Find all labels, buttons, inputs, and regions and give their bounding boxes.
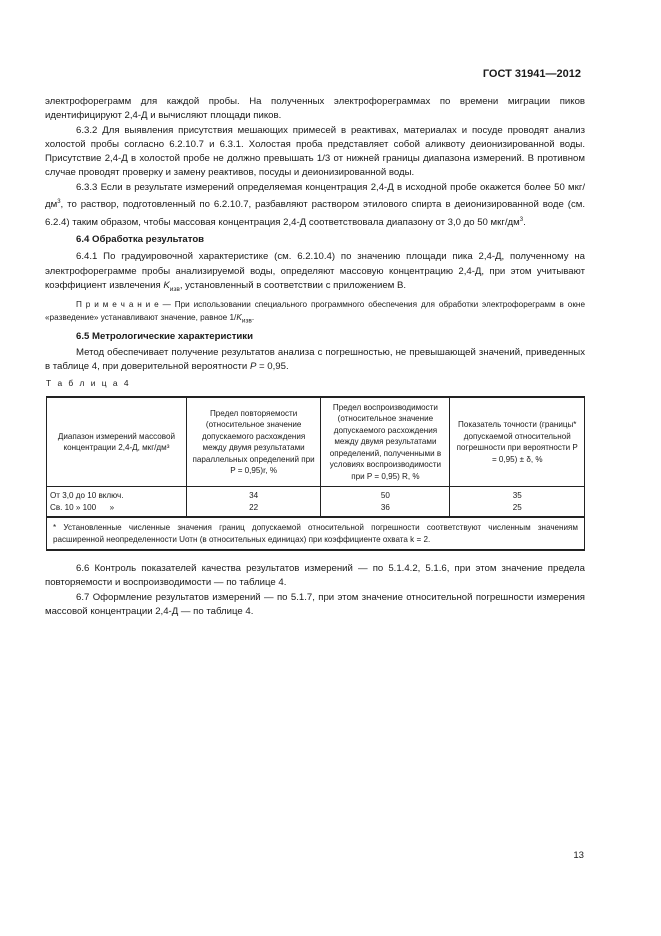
- table-cell: От 3,0 до 10 включ.: [47, 487, 187, 502]
- paragraph-6-3-3: [45, 181, 585, 230]
- paragraph-6-3-2: 6.3.2 Для выявления присутствия мешающих примесей в реактивах, материалах и посуде проводят анализ холостой пробы согласно 6.2.10.7 и 6.3.1. Холостая проба представляет собой аликвоту деионизированной воды. Присутствие 2,4-Д в холостой пробе не должно превышать 1/3 от нижней границы диапазона измерений. В противном случае проводят проверку и замену реактивов, посуды и деионизированной воды.: [45, 124, 585, 179]
- table-cell: 34: [186, 487, 321, 502]
- note: [45, 299, 585, 328]
- symbol-p: P: [249, 361, 257, 373]
- table-row: [47, 502, 585, 518]
- symbol-k: K: [163, 279, 170, 291]
- subscript: изв: [169, 285, 180, 293]
- p641-text-b: , установленный в соответствии с приложением В.: [179, 279, 407, 291]
- paragraph-continuation: электрофореграмм для каждой пробы. На полученных электрофореграммах по времени миграции пиков идентифицируют 2,4-Д и вычисляют площади пиков.: [45, 96, 585, 122]
- paragraph-6-4-1: [45, 250, 585, 297]
- table-cell: 50: [321, 487, 450, 502]
- page-number: 13: [573, 850, 584, 861]
- table-caption: Т а б л и ц а 4: [46, 378, 131, 388]
- table-footnote-row: [47, 517, 585, 550]
- table-header-cell: Предел воспроизводимости (относительное значение допускаемого расхождения между двумя результатами определений, полученными в условиях воспроизводимости при P = 0,95) R, %: [321, 397, 450, 487]
- table-cell: Св. 10 » 100 »: [47, 502, 187, 518]
- table-cell: 36: [321, 502, 450, 518]
- heading-6-4: 6.4 Обработка результатов: [76, 234, 205, 246]
- p633-text-a: 6.3.3 Если в результате измерений определяемая концентрация 2,4-Д в исходной пробе окажется более 50 мкг/дм: [45, 181, 585, 211]
- p633-text-c: .: [523, 216, 526, 228]
- table-header-cell: Предел повторяемости (относительное значение допускаемого расхождения между двумя результатами параллельных определений при P = 0,95)r, %: [186, 397, 321, 487]
- p641-text-a: 6.4.1 По градуировочной характеристике (см. 6.2.10.4) по значению площади пика 2,4-Д, полученному на электрофореграмме пробы анализируемой воды, определяют массовую концентрацию 2,4-Д, при этом учитывают коэффициент извлечения: [45, 251, 585, 291]
- p633-text-b: , то раствор, подготовленный по 6.2.10.7, разбавляют раствором этилового спирта в деионизированной воде (см. 6.2.4) таким образом, чтобы массовая концентрация 2,4-Д соответствовала диапазону от 3,0 до 50 мкг/дм: [45, 199, 585, 228]
- table-header-row: [47, 397, 585, 487]
- table-cell: 25: [450, 502, 585, 518]
- table-footnote: * Установленные численные значения границ допускаемой относительной погрешности соответствуют численным значениям расширенной неопределенности Uотн (в относительных единицах) при коэффициенте охвата k = 2.: [47, 517, 585, 550]
- paragraph-6-6: 6.6 Контроль показателей качества результатов измерений — по 5.1.4.2, 5.1.6, при этом значение предела повторяемости и воспроизводимости — по таблице 4.: [45, 563, 585, 589]
- symbol-k: K: [236, 312, 242, 322]
- table-header-cell: Показатель точности (границы* допускаемой относительной погрешности при вероятности P = 0,95) ± δ, %: [450, 397, 585, 487]
- upper-text-block: [45, 95, 585, 375]
- table-header-cell: Диапазон измерений массовой концентрации 2,4-Д, мкг/дм³: [47, 397, 187, 487]
- p65-text-b: = 0,95.: [256, 361, 289, 373]
- superscript: 3: [519, 216, 524, 223]
- heading-6-5: 6.5 Метрологические характеристики: [76, 330, 254, 342]
- note-text: — При использовании специального программного обеспечения для обработки электрофореграмм в окне «разведение» устанавливают значение, равное 1/: [45, 300, 585, 322]
- p65-text-a: Метод обеспечивает получение результатов анализа с погрешностью, не превышающей значений, приведенных в таблице 4, при доверительной вероятности: [45, 347, 585, 373]
- paragraph-6-7: 6.7 Оформление результатов измерений — по 5.1.7, при этом значение относительной погрешности измерения массовой концентрации 2,4-Д — по таблице 4.: [45, 591, 585, 617]
- lower-text-block: [45, 562, 585, 619]
- subscript: изв: [241, 317, 252, 325]
- table-row: [47, 487, 585, 502]
- note-label: П р и м е ч а н и е: [76, 300, 159, 310]
- table-4: [46, 396, 585, 551]
- paragraph-6-5: [45, 346, 585, 375]
- superscript: 3: [57, 199, 61, 206]
- table-cell: 35: [450, 487, 585, 502]
- table-cell: 22: [186, 502, 321, 518]
- standard-header: ГОСТ 31941—2012: [482, 68, 581, 80]
- note-end: .: [251, 312, 255, 322]
